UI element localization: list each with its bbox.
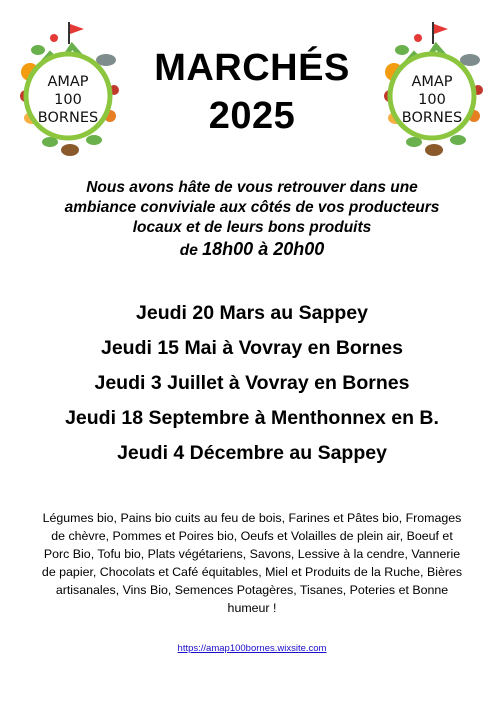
lettuce-icon xyxy=(450,135,466,145)
flower-icon xyxy=(50,34,58,42)
title-line-2: 2025 xyxy=(208,95,296,137)
logo-line-1: AMAP xyxy=(47,74,89,90)
flag-icon xyxy=(434,24,448,34)
market-date-item: Jeudi 18 Septembre à Menthonnex en B. xyxy=(65,407,439,429)
logo-line-2: 100 xyxy=(54,92,82,108)
logo-line-2: 100 xyxy=(418,92,446,108)
website-link[interactable]: https://amap100bornes.wixsite.com xyxy=(177,643,327,654)
market-date-item: Jeudi 20 Mars au Sappey xyxy=(136,302,368,324)
intro-line-1: Nous avons hâte de vous retrouver dans une xyxy=(86,179,418,196)
amap-logo-graphic xyxy=(374,20,490,160)
herb-icon xyxy=(395,45,409,55)
herb-icon xyxy=(31,45,45,55)
market-hours: 18h00 à 20h00 xyxy=(202,239,325,259)
market-date-item: Jeudi 15 Mai à Vovray en Bornes xyxy=(100,337,403,359)
page-title xyxy=(130,44,374,140)
lettuce-icon xyxy=(86,135,102,145)
flower-icon xyxy=(414,34,422,42)
intro-text xyxy=(30,178,474,261)
market-date-item: Jeudi 4 Décembre au Sappey xyxy=(117,442,387,464)
hours-line xyxy=(30,239,474,261)
amap-logo-left xyxy=(10,20,126,160)
intro-line-2: ambiance conviviale aux côtés de vos producteurs xyxy=(64,199,440,216)
amap-logo-right xyxy=(374,20,490,160)
bread-icon xyxy=(61,144,79,156)
hours-prefix: de xyxy=(179,242,198,259)
logo-line-3: BORNES xyxy=(37,110,99,126)
title-line-1: MARCHÉS xyxy=(154,47,350,89)
flag-pole-icon xyxy=(68,22,70,44)
bread-icon xyxy=(425,144,443,156)
market-dates-list xyxy=(0,296,504,471)
products-description: Légumes bio, Pains bio cuits au feu de bois, Farines et Pâtes bio, Fromages de chèvre, Pommes et Poires bio, Oeufs et Volailles de plein air, Boeuf et Porc Bio, Tofu bio, Plats végétariens, Savons, Lessive à la cendre, Vannerie de papier, Chocolats et Café équitables, Miel et Produits de la Ruche, Bières artisanales, Vins Bio, Semences Potagères, Tisanes, Poteries et Bonne humeur ! xyxy=(41,511,463,615)
logo-line-3: BORNES xyxy=(401,110,463,126)
market-date-item: Jeudi 3 Juillet à Vovray en Bornes xyxy=(94,372,410,394)
logo-line-1: AMAP xyxy=(411,74,453,90)
amap-logo-graphic xyxy=(10,20,126,160)
flag-pole-icon xyxy=(432,22,434,44)
intro-line-3: locaux et de leurs bons produits xyxy=(132,219,372,236)
flag-icon xyxy=(70,24,84,34)
